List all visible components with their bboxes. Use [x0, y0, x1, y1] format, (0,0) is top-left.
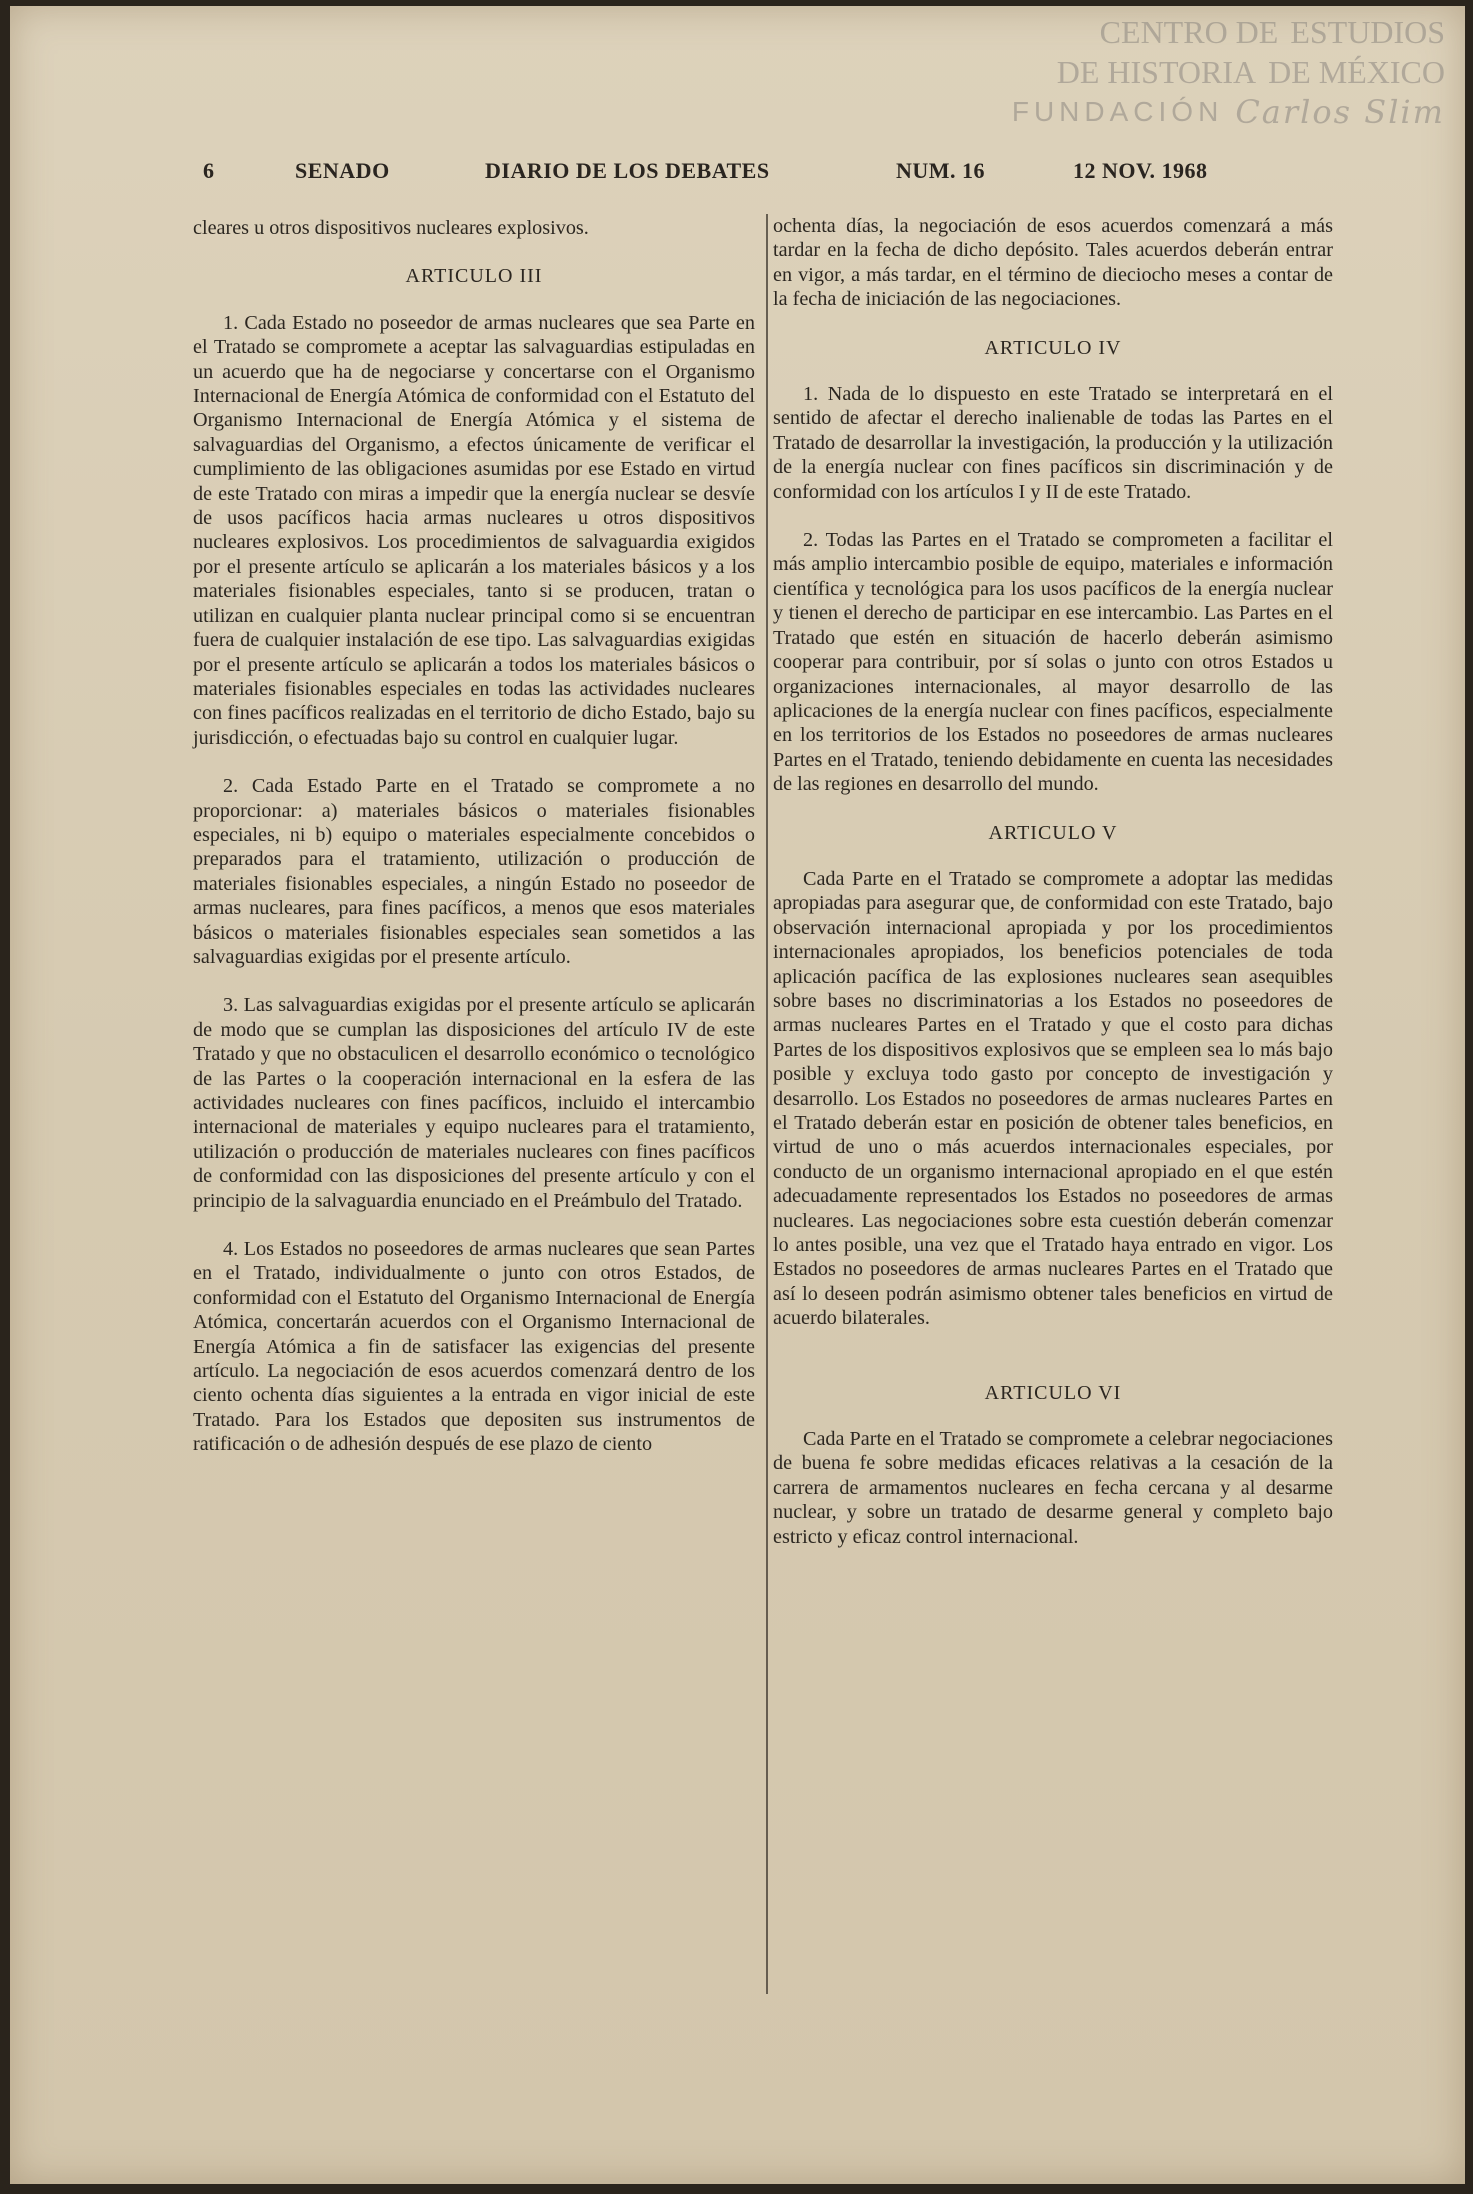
watermark-foundation: FUNDACIÓN: [1011, 96, 1224, 127]
continued-text: cleares u otros dispositivos nucleares explosivos.: [193, 217, 589, 239]
watermark-row: [805, 92, 1445, 132]
issue-date: 12 NOV. 1968: [1073, 158, 1208, 183]
article-heading: ARTICULO IV: [984, 336, 1122, 359]
paragraph: 2. Todas las Partes en el Tratado se comprometen a facilitar el más amplio intercambio posible de equipo, materiales e información científica y tecnológica para los usos pacíficos de la energía nuclear y tienen el derecho de participar en ese intercambio. Las Partes en el Tratado que estén en situación de hacerlo deberán asimismo cooperar para contribuir, por sí solas o junto con otros Estados u organizaciones internacionales, al mayor desarrollo de las aplicaciones de la energía nuclear con fines pacíficos, especialmente en los territorios de los Estados no poseedores de armas nucleares Partes en el Tratado, teniendo debidamente en cuenta las necesidades de las regiones en desarrollo del mundo.: [773, 529, 1333, 796]
watermark-line: ESTUDIOS: [1290, 14, 1445, 50]
paragraph: Cada Parte en el Tratado se compromete a celebrar negociaciones de buena fe sobre medidas eficaces relativas a la cesación de la carrera de armamentos nucleares en fecha cercana y al desarme nuclear, y sobre un tratado de desarme general y completo bajo estricto y eficaz control internacional.: [773, 1428, 1333, 1548]
issue-number: NUM. 16: [896, 158, 986, 183]
paragraph: 4. Los Estados no poseedores de armas nucleares que sean Partes en el Tratado, individualmente o junto con otros Estados, de conformidad con el Estatuto del Organismo Internacional de Energía Atómica, concertarán acuerdos con el Organismo Internacional de Energía Atómica a fin de satisfacer las exigencias del presente artículo. La negociación de esos acuerdos comenzará dentro de los ciento ochenta días siguientes a la entrada en vigor inicial de este Tratado. Para los Estados que depositen sus instrumentos de ratificación o de adhesión después de ese plazo de ciento: [193, 1238, 755, 1456]
watermark-line: DE MÉXICO: [1268, 54, 1445, 90]
watermark-row: [805, 12, 1445, 52]
chamber-name: SENADO: [295, 158, 390, 183]
running-header: [193, 158, 1333, 188]
right-column: [773, 214, 1333, 1573]
article-heading: ARTICULO VI: [984, 1381, 1122, 1404]
paragraph: 2. Cada Estado Parte en el Tratado se compromete a no proporcionar: a) materiales básicos o materiales fisionables especiales, ni b) equipo o materiales especialmente concebidos o preparados para el tratamiento, utilización o producción de materiales fisionables especiales, a ningún Estado no poseedor de armas nucleares, para fines pacíficos, a menos que esos materiales básicos o materiales fisionables especiales sean sometidos a las salvaguardias exigidas por el presente artículo.: [193, 775, 755, 968]
column-divider: [766, 214, 768, 1994]
paragraph: Cada Parte en el Tratado se compromete a adoptar las medidas apropiadas para asegurar que, de conformidad con este Tratado, bajo observación internacional apropiada y por los procedimientos internacionales apropiados, los beneficios potenciales de toda aplicación pacífica de las explosiones nucleares sean asequibles sobre bases no discriminatorias a los Estados no poseedores de armas nucleares Partes en el Tratado y que el costo para dichas Partes de los dispositivos explosivos que se empleen sea lo más bajo posible y excluya todo gasto por concepto de investigación y desarrollo. Los Estados no poseedores de armas nucleares Partes en el Tratado deberán estar en posición de obtener tales beneficios, en virtud de uno o más acuerdos internacionales especiales, por conducto de un organismo internacional apropiado en el que estén adecuadamente representados los Estados no poseedores de armas nucleares. Las negociaciones sobre esta cuestión deberán comenzar lo antes posible, una vez que el Tratado haya entrado en vigor. Los Estados no poseedores de armas nucleares Partes en el Tratado que así lo deseen podrán asimismo obtener tales beneficios en virtud de acuerdo bilaterales.: [773, 867, 1333, 1330]
article-heading: ARTICULO V: [988, 821, 1118, 844]
archive-watermark: [805, 12, 1445, 132]
publication-title: DIARIO DE LOS DEBATES: [485, 158, 770, 183]
watermark-line: DE HISTORIA: [1056, 54, 1257, 90]
article-heading: ARTICULO III: [405, 265, 543, 288]
paragraph: 1. Nada de lo dispuesto en este Tratado se interpretará en el sentido de afectar el derecho inalienable de todas las Partes en el Tratado de desarrollar la investigación, la producción y la utilización de la energía nuclear con fines pacíficos sin discriminación y de conformidad con los artículos I y II de este Tratado.: [773, 383, 1333, 503]
watermark-row: [805, 52, 1445, 92]
watermark-signature: Carlos Slim: [1235, 93, 1445, 131]
paragraph: 1. Cada Estado no poseedor de armas nucleares que sea Parte en el Tratado se compromete a aceptar las salvaguardias estipuladas en un acuerdo que ha de negociarse y concertarse con el Organismo Internacional de Energía Atómica de conformidad con el Estatuto del Organismo Internacional de Energía Atómica y el sistema de salvaguardias del Organismo, a efectos únicamente de verificar el cumplimiento de las obligaciones asumidas por ese Estado en virtud de este Tratado con miras a impedir que la energía nuclear se desvíe de usos pacíficos hacia armas nucleares u otros dispositivos nucleares explosivos. Los procedimientos de salvaguardia exigidos por el presente artículo se aplicarán a los materiales básicos y a los materiales fisionables especiales, tanto si se producen, tratan o utilizan en cualquier planta nuclear principal como si se encuentran fuera de cualquier instalación de ese tipo. Las salvaguardias exigidas por el presente artículo se aplicarán a todos los materiales básicos o materiales fisionables especiales en todas las actividades nucleares con fines pacíficos realizadas en el territorio de dicho Estado, bajo su jurisdicción, o efectuadas bajo su control en cualquier lugar.: [193, 311, 755, 749]
left-column: [193, 216, 755, 1457]
page-number: 6: [203, 158, 215, 183]
paragraph: 3. Las salvaguardias exigidas por el presente artículo se aplicarán de modo que se cumplan las disposiciones del artículo IV de este Tratado y que no obstaculicen el desarrollo económico o tecnológico de las Partes o la cooperación internacional en la esfera de las actividades nucleares con fines pacíficos, incluido el intercambio internacional de materiales y equipo nucleares para el tratamiento, utilización o producción de materiales nucleares con fines pacíficos de conformidad con las disposiciones del presente artículo y con el principio de la salvaguardia enunciado en el Preámbulo del Tratado.: [193, 994, 755, 1212]
watermark-line: CENTRO DE: [1099, 14, 1279, 50]
continued-text: ochenta días, la negociación de esos acuerdos comenzará a más tardar en la fecha de dicho depósito. Tales acuerdos deberán entrar en vigor, a más tardar, en el término de dieciocho meses a contar de la fecha de iniciación de las negociaciones.: [773, 215, 1333, 311]
